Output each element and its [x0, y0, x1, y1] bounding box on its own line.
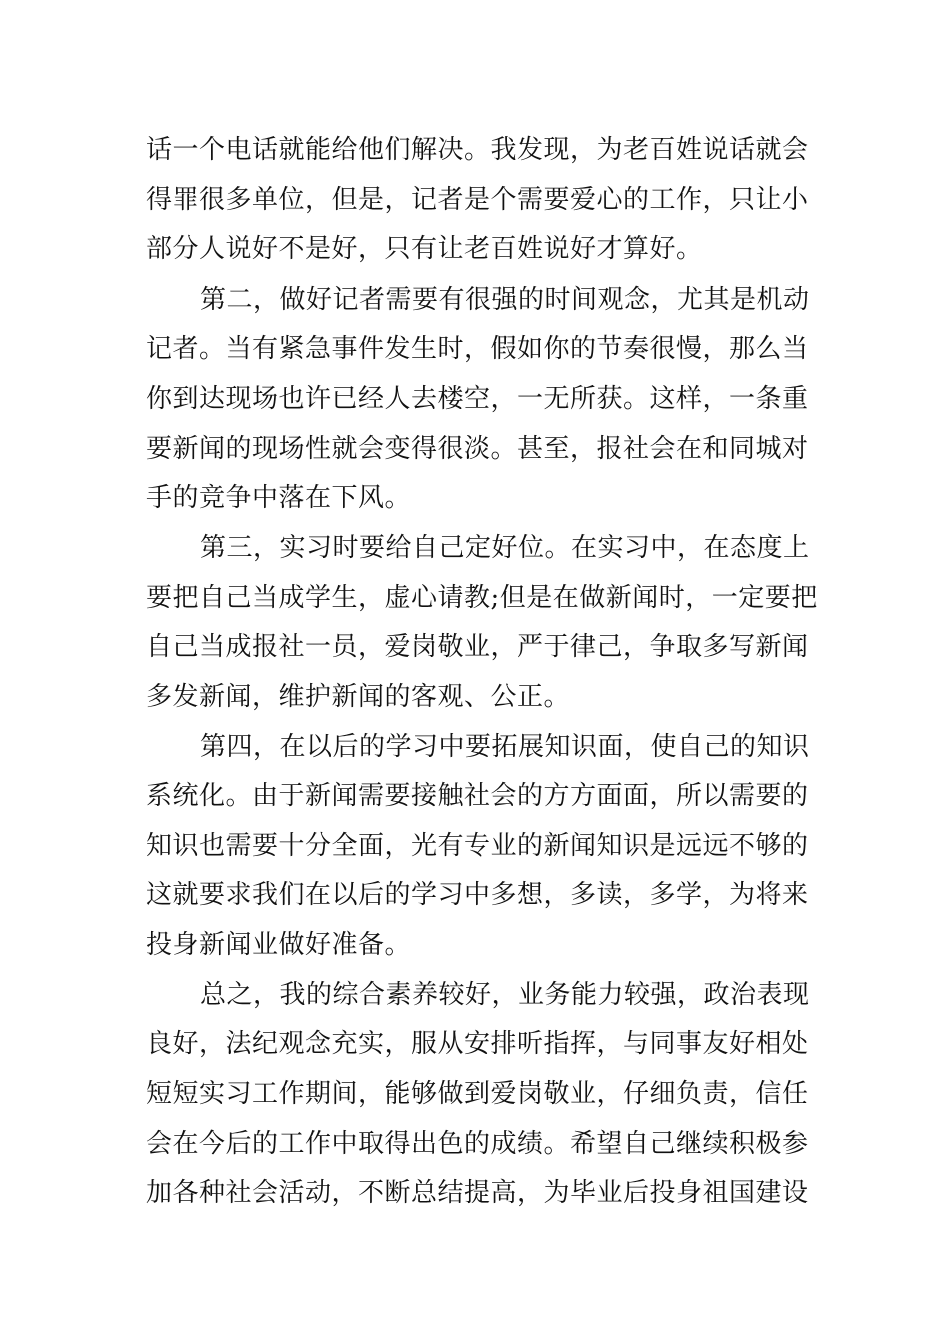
text-line: 手的竞争中落在下风。 — [146, 483, 412, 513]
text-line: 良好，法纪观念充实，服从安排听指挥，与同事友好相处 — [146, 1029, 809, 1059]
text-line: 知识也需要十分全面，光有专业的新闻知识是远远不够的 — [146, 831, 809, 861]
text-line: 多发新闻，维护新闻的客观、公正。 — [146, 682, 571, 712]
text-line: 短短实习工作期间，能够做到爱岗敬业，仔细负责，信任 — [146, 1079, 809, 1109]
text-line: 自己当成报社一员，爱岗敬业，严于律己，争取多写新闻 — [146, 632, 809, 662]
text-line: 要把自己当成学生，虚心请教;但是在做新闻时，一定要把 — [146, 583, 818, 613]
text-line: 第三，实习时要给自己定好位。在实习中，在态度上 — [200, 533, 810, 563]
text-line: 得罪很多单位，但是，记者是个需要爱心的工作，只让小 — [146, 185, 809, 215]
text-line: 总之，我的综合素养较好，业务能力较强，政治表现 — [200, 980, 810, 1010]
text-line: 记者。当有紧急事件发生时，假如你的节奏很慢，那么当 — [146, 334, 809, 364]
text-line: 第四，在以后的学习中要拓展知识面，使自己的知识 — [200, 732, 810, 762]
text-line: 投身新闻业做好准备。 — [146, 930, 412, 960]
text-line: 第二，做好记者需要有很强的时间观念，尤其是机动 — [200, 285, 810, 315]
text-line: 会在今后的工作中取得出色的成绩。希望自己继续积极参 — [146, 1129, 809, 1159]
text-line: 系统化。由于新闻需要接触社会的方方面面，所以需要的 — [146, 781, 809, 811]
text-line: 部分人说好不是好，只有让老百姓说好才算好。 — [146, 234, 703, 264]
text-line: 加各种社会活动，不断总结提高，为毕业后投身祖国建设 — [146, 1178, 809, 1208]
text-line: 要新闻的现场性就会变得很淡。甚至，报社会在和同城对 — [146, 434, 809, 464]
text-line: 话一个电话就能给他们解决。我发现，为老百姓说话就会 — [146, 135, 809, 165]
text-line: 你到达现场也许已经人去楼空，一无所获。这样，一条重 — [146, 384, 809, 414]
text-line: 这就要求我们在以后的学习中多想，多读，多学，为将来 — [146, 880, 809, 910]
